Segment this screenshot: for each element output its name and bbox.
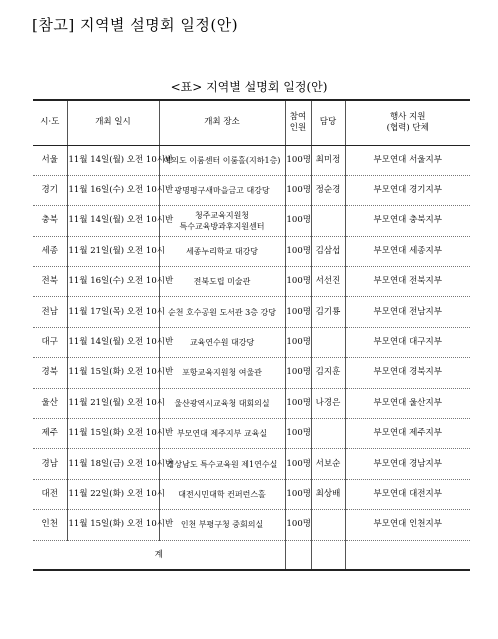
table-row [33,358,470,388]
column-header-count-line: 인원 [289,122,307,133]
table-row [33,297,470,327]
cell-count: 100명 [285,327,311,357]
cell-date: 11월 21일(월) 오전 10시 [67,236,159,266]
table-row [33,175,470,205]
cell-region: 전북 [33,267,67,297]
cell-org: 부모연대 울산지부 [345,388,470,418]
cell-region: 대구 [33,327,67,357]
total-count [285,540,311,570]
column-header-count [285,100,311,145]
table-header-row [33,100,470,145]
cell-manager [311,206,345,236]
column-header-org [345,100,470,145]
cell-place [159,175,285,205]
cell-place-line: 여의도 이룸센터 이룸홀(지하1층) [163,155,281,165]
cell-place [159,358,285,388]
cell-place [159,206,285,236]
cell-place-line: 경상남도 특수교육원 제1연수실 [166,459,278,469]
cell-manager [311,419,345,449]
column-header-place: 개최 장소 [159,100,285,145]
cell-org: 부모연대 서울지부 [345,145,470,175]
cell-date: 11월 15일(화) 오전 10시반 [67,358,159,388]
cell-org: 부모연대 대구지부 [345,327,470,357]
cell-place [159,449,285,479]
table-body [33,145,470,570]
cell-place [159,236,285,266]
cell-place [159,267,285,297]
cell-place [159,388,285,418]
table-row [33,510,470,540]
cell-place [159,297,285,327]
cell-org: 부모연대 전남지부 [345,297,470,327]
cell-count: 100명 [285,419,311,449]
cell-count: 100명 [285,236,311,266]
cell-place-line: 포항교육지원청 여울관 [182,368,262,378]
cell-region: 울산 [33,388,67,418]
cell-region: 대전 [33,479,67,509]
cell-date: 11월 18일(금) 오전 10시반 [67,449,159,479]
cell-region: 세종 [33,236,67,266]
cell-manager: 최미정 [311,145,345,175]
table-row [33,449,470,479]
cell-count: 100명 [285,297,311,327]
cell-count: 100명 [285,267,311,297]
cell-count: 100명 [285,449,311,479]
cell-place-line: 세종누리학교 대강당 [185,246,259,256]
cell-count: 100명 [285,175,311,205]
cell-region: 인천 [33,510,67,540]
cell-region: 제주 [33,419,67,449]
table-row [33,327,470,357]
cell-date: 11월 14일(월) 오전 10시반 [67,206,159,236]
cell-place [159,145,285,175]
column-header-org-line: 행사 지원 [389,111,426,122]
cell-count: 100명 [285,358,311,388]
cell-manager: 나경은 [311,388,345,418]
cell-date: 11월 21일(월) 오전 10시 [67,388,159,418]
cell-region: 경기 [33,175,67,205]
cell-place-line: 울산광역시교육청 대회의실 [174,398,270,408]
cell-date: 11월 16일(수) 오전 10시반 [67,267,159,297]
table-row [33,145,470,175]
cell-org: 부모연대 충북지부 [345,206,470,236]
total-label: 계 [33,540,285,570]
cell-place-line: 순천 호수공원 도서관 3층 강당 [168,307,276,317]
cell-place-line: 전북도립 미술관 [193,277,251,287]
cell-manager: 최상배 [311,479,345,509]
cell-count: 100명 [285,145,311,175]
cell-manager: 정순경 [311,175,345,205]
table-row [33,479,470,509]
cell-place [159,419,285,449]
cell-date: 11월 15일(화) 오전 10시반 [67,510,159,540]
cell-count: 100명 [285,479,311,509]
cell-date: 11월 14일(월) 오전 10시반 [67,145,159,175]
cell-place [159,327,285,357]
total-manager [311,540,345,570]
column-header-date: 개최 일시 [67,100,159,145]
cell-place-line: 특수교육방과후지원센터 [179,221,265,231]
cell-manager: 김기룡 [311,297,345,327]
cell-place [159,479,285,509]
cell-place-line: 교육연수원 대강당 [189,338,255,348]
document-heading: [참고] 지역별 설명회 일정(안) [32,16,239,34]
table-row [33,206,470,236]
cell-count: 100명 [285,510,311,540]
table-row [33,236,470,266]
cell-date: 11월 15일(화) 오전 10시반 [67,419,159,449]
cell-date: 11월 17일(목) 오전 10시 [67,297,159,327]
column-header-manager: 담당 [311,100,345,145]
cell-count: 100명 [285,388,311,418]
cell-org: 부모연대 경북지부 [345,358,470,388]
cell-place-line: 인천 부평구청 중회의실 [180,520,264,530]
column-header-count-line: 참여 [289,111,307,122]
column-header-org-line: (협력) 단체 [386,122,429,133]
cell-org: 부모연대 경기지부 [345,175,470,205]
cell-place-line: 대전시민대학 컨퍼런스홀 [178,489,266,499]
cell-manager: 서선진 [311,267,345,297]
table-caption: <표> 지역별 설명회 일정(안) [170,80,328,94]
cell-manager: 서보순 [311,449,345,479]
cell-date: 11월 22일(화) 오전 10시 [67,479,159,509]
total-row [33,540,470,570]
cell-manager [311,327,345,357]
cell-place-line: 광명평구새마을금고 대강당 [174,186,270,196]
cell-org: 부모연대 제주지부 [345,419,470,449]
cell-org: 부모연대 대전지부 [345,479,470,509]
cell-manager [311,510,345,540]
cell-region: 서울 [33,145,67,175]
cell-org: 부모연대 전북지부 [345,267,470,297]
table-row [33,419,470,449]
cell-count: 100명 [285,206,311,236]
cell-place-line: 부모연대 제주지부 교육실 [176,429,268,439]
schedule-table [33,99,470,571]
total-org [345,540,470,570]
cell-org: 부모연대 인천지부 [345,510,470,540]
cell-manager: 김지훈 [311,358,345,388]
cell-date: 11월 16일(수) 오전 10시반 [67,175,159,205]
cell-place [159,510,285,540]
cell-date: 11월 14일(월) 오전 10시반 [67,327,159,357]
cell-org: 부모연대 경남지부 [345,449,470,479]
cell-place-line: 청주교육지원청 [194,210,250,220]
cell-region: 전남 [33,297,67,327]
cell-region: 경북 [33,358,67,388]
column-header-region: 시·도 [33,100,67,145]
cell-manager: 김삼섭 [311,236,345,266]
cell-org: 부모연대 세종지부 [345,236,470,266]
table-row [33,388,470,418]
cell-region: 충북 [33,206,67,236]
table-row [33,267,470,297]
cell-region: 경남 [33,449,67,479]
